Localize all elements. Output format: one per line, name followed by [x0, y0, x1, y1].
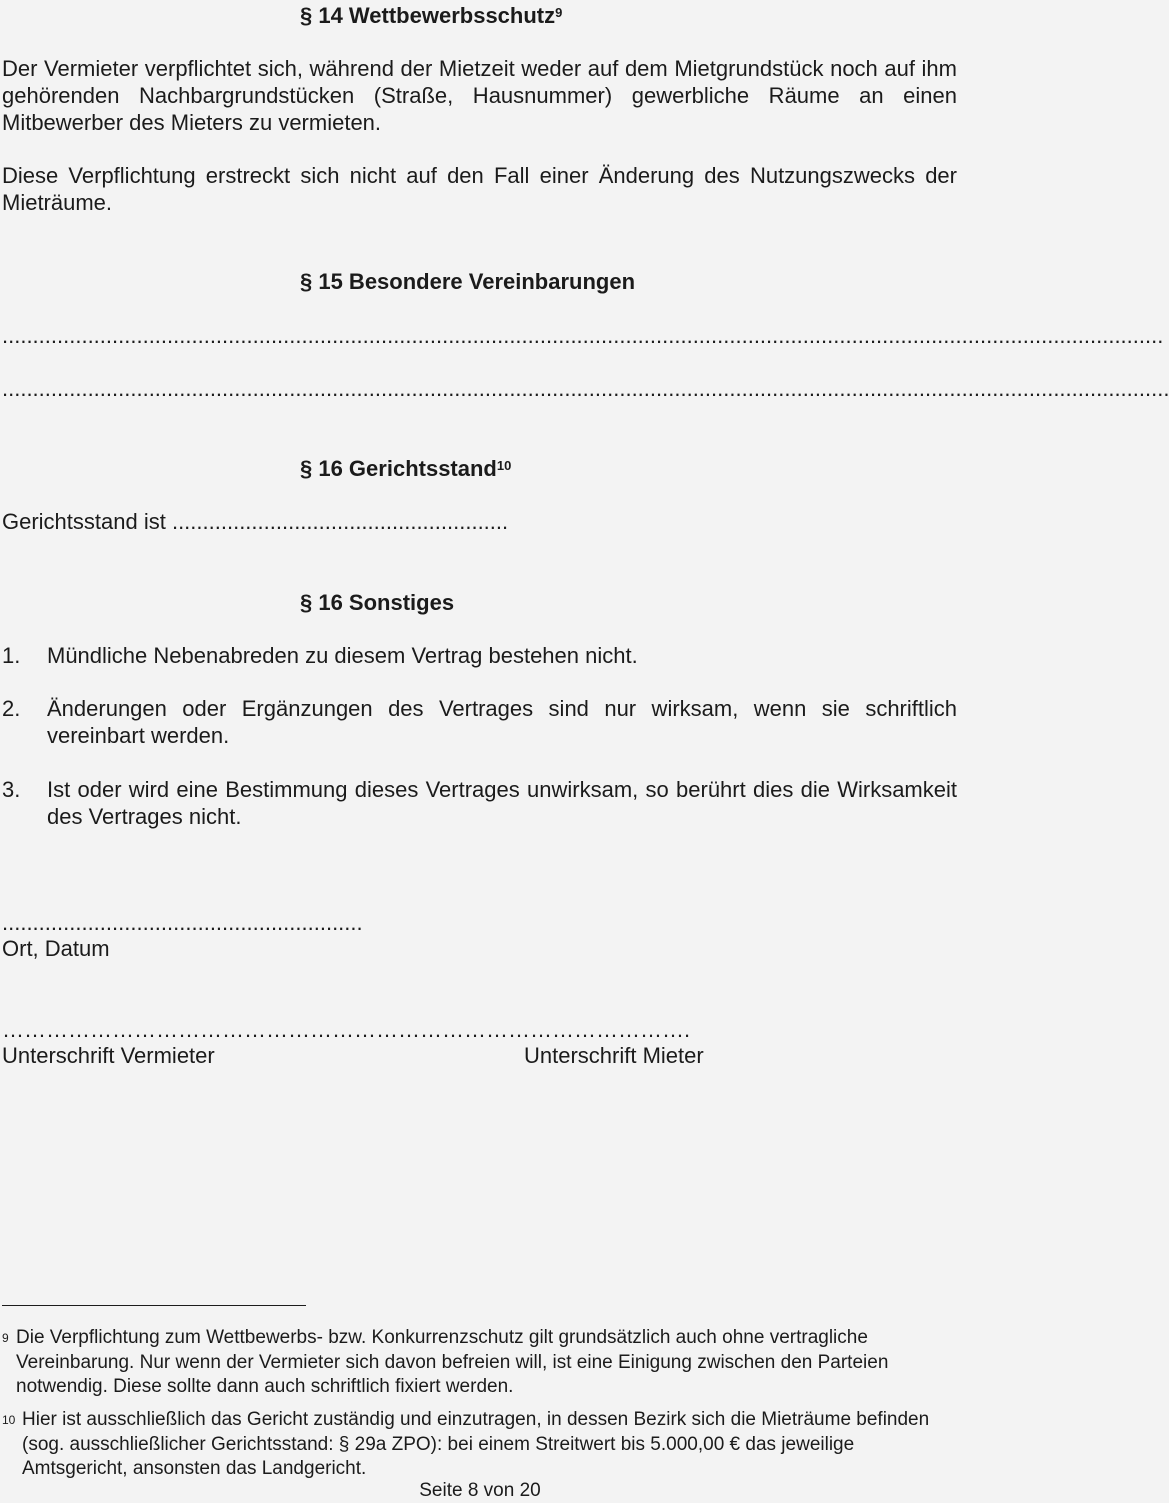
- landlord-signature-label: Unterschrift Vermieter: [2, 1043, 215, 1068]
- misc-item-number: 1.: [2, 643, 21, 668]
- misc-item-3: [2, 776, 957, 830]
- footnote-separator: [2, 1305, 306, 1306]
- jurisdiction-line: Gerichtsstand ist .......................................................: [2, 509, 509, 534]
- section-16-jurisdiction-heading: § 16 Gerichtsstand$^{10}$: [300, 456, 512, 481]
- agreement-fill-line-1: ..............................................................................................................................................................................................: [2, 323, 1164, 348]
- misc-item-number: 3.: [2, 777, 21, 802]
- tenant-signature-label: Unterschrift Mieter: [524, 1043, 704, 1068]
- misc-item-text: Ist oder wird eine Bestimmung dieses Vertrages unwirksam, so berührt dies die Wirksamkeit des Vertrages nicht.: [47, 777, 957, 829]
- section-14-paragraph-1: Der Vermieter verpflichtet sich, während der Mietzeit weder auf dem Mietgrundstück noch auf ihm gehörenden Nachbargrundstücken (Straße, Hausnummer) gewerbliche Räume an einen Mitbewerber des Mieters zu vermieten.: [2, 56, 957, 135]
- page-number: Seite 8 von 20: [419, 1480, 541, 1501]
- section-16-miscellaneous-heading: § 16 Sonstiges: [300, 590, 455, 615]
- misc-item-2: [2, 695, 957, 749]
- section-14-heading: § 14 Wettbewerbsschutz$^9$: [300, 3, 563, 28]
- agreement-fill-line-2: ...............................................................................................................................................................................................: [2, 376, 1169, 401]
- misc-item-text: Mündliche Nebenabreden zu diesem Vertrag bestehen nicht.: [47, 643, 638, 668]
- footnote-text: Hier ist ausschließlich das Gericht zuständig und einzutragen, in dessen Bezirk sich die Mieträume befinden (sog. ausschließlicher Gerichtsstand: § 29a ZPO): bei einem Streitwert bis 5.000,00 € das jeweilige Amtsgericht, ansonsten das Landgericht.: [22, 1409, 930, 1479]
- misc-item-1: [2, 642, 957, 669]
- footnote-text: Die Verpflichtung zum Wettbewerbs- bzw. Konkurrenzschutz gilt grundsätzlich auch ohne vertragliche Vereinbarung. Nur wenn der Vermieter sich davon befreien will, ist eine Einigung zwischen den Parteien notwendig. Diese sollte dann auch schriftlich fixiert werden.: [16, 1327, 889, 1397]
- section-14-paragraph-2: Diese Verpflichtung erstreckt sich nicht auf den Fall einer Änderung des Nutzungszwecks der Mieträume.: [2, 163, 957, 215]
- footnote-10: [2, 1408, 947, 1482]
- footnote-ref-10: 10: [496, 458, 512, 473]
- section-15-heading: § 15 Besondere Vereinbarungen: [300, 269, 636, 294]
- footnote-number: 9: [2, 1331, 9, 1345]
- misc-item-number: 2.: [2, 696, 21, 721]
- footnote-9: [2, 1326, 947, 1400]
- footnote-ref-9: 9: [555, 5, 563, 20]
- signature-fill-line: ………………………………………………………………………………….: [2, 1017, 691, 1042]
- place-date-label: Ort, Datum: [2, 936, 110, 961]
- misc-item-text: Änderungen oder Ergänzungen des Vertrages sind nur wirksam, wenn sie schriftlich vereinbart werden.: [47, 696, 957, 748]
- footnote-number: 10: [2, 1413, 16, 1427]
- place-date-fill-line: ...........................................................: [2, 910, 363, 935]
